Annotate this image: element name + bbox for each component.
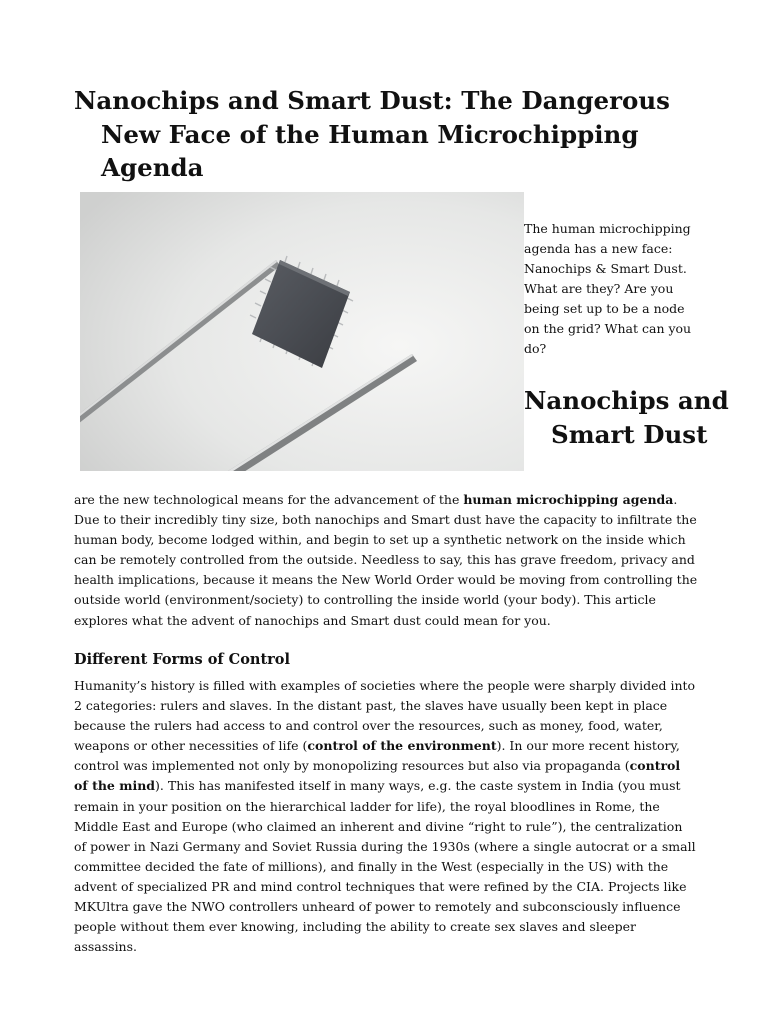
paragraph-2-text-a: Humanity’s history is filled with examples of societies where the people were sharply divided into 2 categories: rulers and slaves. In the distant past, the slaves have usually been kept in place because the rulers had access to and control over the resources, such as money, food, water, weapons or other necessities of life ( <box>74 678 696 754</box>
paragraph-2-bold-b: control of the mind <box>74 758 681 794</box>
paragraph-2-text-c: ). This has manifested itself in many ways, e.g. the caste system in India (you must remain in your position on the hierarchical ladder for life), the royal bloodlines in Rome, the Middle East and Europe (who claimed an inherent and divine “right to rule”), the centralization of power in Nazi Germany and Soviet Russia during the 1930s (where a single autocrat or a small committee decided the fate of millions), and finally in the West (especially in the US) with the advent of specialized PR and mind control techniques that were refined by the CIA. Projects like MKUltra gave the NWO controllers unheard of power to remotely and subconsciously influence people without them ever knowing, including the ability to create sex slaves and sleeper assassins. <box>74 778 696 955</box>
section-heading: Different Forms of Control <box>74 651 290 668</box>
side-heading: Nanochips and Smart Dust <box>524 386 729 449</box>
paragraph-1-bold: human microchipping agenda <box>463 492 674 507</box>
article-intro: The human microchipping agenda has a new face: Nanochips & Smart Dust. What are they? Are you being set up to be a node on the grid? What can you do? <box>524 221 692 356</box>
article-photo <box>80 192 524 471</box>
paragraph-2-text-b: ). In our more recent history, control was implemented not only by monopolizing resources but also via propaganda ( <box>74 738 680 774</box>
paragraph-1 <box>74 490 698 631</box>
paragraph-2 <box>74 676 698 957</box>
article-title: Nanochips and Smart Dust: The Dangerous New Face of the Human Microchipping Agenda <box>74 86 670 182</box>
paragraph-1-text-a: are the new technological means for the advancement of the <box>74 492 464 507</box>
paragraph-2-bold-a: control of the environment <box>307 738 497 754</box>
paragraph-1-text-b: . Due to their incredibly tiny size, both nanochips and Smart dust have the capacity to infiltrate the human body, become lodged within, and begin to set up a synthetic network on the inside which can be remotely controlled from the outside. Needless to say, this has grave freedom, privacy and health implications, because it means the New World Order would be moving from controlling the outside world (environment/society) to controlling the inside world (your body). This article explores what the advent of nanochips and Smart dust could mean for you. <box>74 492 698 628</box>
